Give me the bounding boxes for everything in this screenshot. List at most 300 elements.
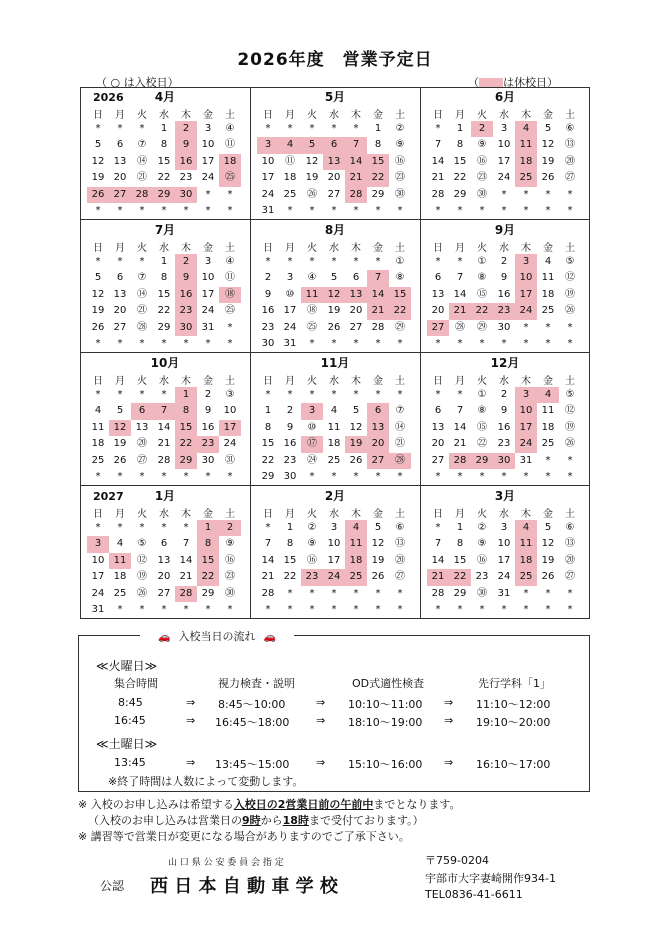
time-cell: 15:10～16:00 <box>348 758 423 771</box>
day-cell: 28 <box>345 187 367 203</box>
day-cell: 28 <box>431 188 445 200</box>
day-cell: * <box>331 204 337 216</box>
day-cell: * <box>545 188 551 200</box>
day-cell: 5 <box>352 405 360 417</box>
day-cell: ㉕ <box>219 170 241 186</box>
month-calendar <box>423 88 587 219</box>
day-cell: * <box>523 188 529 200</box>
weekday-label: 日 <box>93 376 103 387</box>
day-cell: ⑦ <box>137 139 147 151</box>
day-cell: 15 <box>453 554 467 566</box>
month-title: 4月 <box>154 90 176 104</box>
day-cell: 2 <box>286 405 294 417</box>
day-cell: 3 <box>515 387 537 403</box>
day-cell: ⑬ <box>395 538 405 550</box>
day-cell: 6 <box>434 272 442 284</box>
car-icon: 🚗 <box>263 632 276 643</box>
day-cell: * <box>435 470 441 482</box>
day-cell: ⑥ <box>395 522 405 533</box>
day-cell: 28 <box>431 587 445 599</box>
day-cell: 28 <box>261 587 275 599</box>
day-cell: 6 <box>116 272 124 284</box>
day-cell: * <box>457 256 463 267</box>
day-cell: ⑨ <box>477 139 487 151</box>
day-cell: 24 <box>201 305 215 317</box>
day-cell: * <box>117 256 123 267</box>
day-cell: 4 <box>345 520 367 536</box>
day-cell: 15 <box>367 154 389 170</box>
day-cell: ④ <box>307 272 317 284</box>
weekday-label: 金 <box>543 509 553 520</box>
day-cell: 29 <box>453 587 467 599</box>
weekday-label: 木 <box>181 376 191 387</box>
day-cell: * <box>545 587 551 599</box>
day-cell: 22 <box>471 303 493 319</box>
day-cell: 21 <box>179 571 193 583</box>
day-cell: 6 <box>116 139 124 151</box>
day-cell: 18 <box>327 438 341 450</box>
day-cell: 4 <box>94 405 102 417</box>
day-cell: 25 <box>345 569 367 585</box>
day-cell: 7 <box>345 137 367 153</box>
day-cell: 24 <box>515 436 537 452</box>
day-cell: 31 <box>201 321 215 333</box>
day-cell: 14 <box>367 287 389 303</box>
day-cell: 23 <box>475 571 489 583</box>
day-cell: ⑩ <box>307 421 317 433</box>
day-cell: 3 <box>87 536 109 552</box>
day-cell: 23 <box>493 303 515 319</box>
day-cell: ㉑ <box>137 305 147 317</box>
arrow: ⇒ <box>186 696 196 709</box>
arrow: ⇒ <box>444 714 454 727</box>
day-cell: * <box>227 603 233 615</box>
weekday-label: 月 <box>455 243 465 254</box>
day-cell: * <box>479 337 485 349</box>
day-cell: 27 <box>109 187 131 203</box>
day-cell: 2 <box>175 121 197 137</box>
page-title: 2026年度 営業予定日 <box>237 50 433 70</box>
day-cell: 14 <box>431 554 445 566</box>
weekday-label: 水 <box>329 243 339 254</box>
weekday-label: 土 <box>565 376 575 387</box>
day-cell: 11 <box>541 405 555 417</box>
day-cell: * <box>567 603 573 615</box>
day-cell: 3 <box>286 272 294 284</box>
day-cell: ⑳ <box>137 438 147 450</box>
day-cell: * <box>205 204 211 216</box>
day-cell: ㉔ <box>307 454 317 466</box>
weekday-label: 月 <box>455 509 465 520</box>
weekday-label: 木 <box>351 243 361 254</box>
day-cell: 22 <box>367 170 389 186</box>
month-title: 5月 <box>324 90 346 104</box>
weekday-header <box>427 106 581 121</box>
day-cell: 14 <box>345 154 367 170</box>
time-cell: 16:45 <box>114 714 146 727</box>
day-cell: * <box>353 470 359 482</box>
day-cell: 5 <box>544 522 552 533</box>
day-cell: 25 <box>91 454 105 466</box>
day-cell: 20 <box>327 172 341 184</box>
day-cell: ㉕ <box>307 321 317 333</box>
day-cell: 14 <box>453 288 467 300</box>
day-cell: 23 <box>261 321 275 333</box>
day-cell: 2 <box>500 389 508 400</box>
day-cell: * <box>375 204 381 216</box>
day-cell: 18 <box>113 571 127 583</box>
day-cell: 10 <box>497 538 511 550</box>
day-cell: 19 <box>113 438 127 450</box>
day-cell: 9 <box>204 405 212 417</box>
day-cell: 15 <box>389 287 411 303</box>
day-cell: * <box>309 204 315 216</box>
day-cell: 4 <box>544 256 552 267</box>
day-cell: 5 <box>330 272 338 284</box>
day-cell: 15 <box>283 554 297 566</box>
day-cell: * <box>397 587 403 599</box>
day-cell: 3 <box>515 254 537 270</box>
day-cell: ⑥ <box>565 123 575 134</box>
weekday-label: 木 <box>351 376 361 387</box>
day-cell: 1 <box>456 123 464 134</box>
month-title: 8月 <box>324 223 346 237</box>
day-cell: 26 <box>541 172 555 184</box>
day-cell: * <box>375 603 381 615</box>
day-cell: ④ <box>225 256 235 267</box>
day-cell: 16 <box>175 287 197 303</box>
weekday-label: 日 <box>93 243 103 254</box>
day-cell: ⑨ <box>307 538 317 550</box>
weekday-label: 金 <box>373 509 383 520</box>
day-cell: ㉓ <box>477 172 487 184</box>
day-cell: ⑪ <box>225 139 235 151</box>
day-cell: ⑳ <box>395 554 405 566</box>
day-cell: * <box>353 123 359 134</box>
weekday-label: 火 <box>307 376 317 387</box>
day-cell: * <box>353 256 359 267</box>
day-cell: 22 <box>157 305 171 317</box>
day-cell: * <box>139 470 145 482</box>
day-cell: 5 <box>301 137 323 153</box>
day-cell: ⑬ <box>565 139 575 151</box>
saturday-heading: ≪土曜日≫ <box>96 737 158 751</box>
day-cell: * <box>545 470 551 482</box>
day-cell: ㉘ <box>389 453 411 469</box>
day-cell: 7 <box>456 272 464 284</box>
day-cell: 24 <box>497 571 511 583</box>
day-cell: 10 <box>515 403 537 419</box>
notes <box>78 797 461 845</box>
weekday-label: 土 <box>395 110 405 121</box>
day-cell: * <box>331 470 337 482</box>
day-cell: 28 <box>371 321 385 333</box>
day-cell: * <box>205 337 211 349</box>
day-cell: 1 <box>456 522 464 533</box>
month-title: 1月 <box>154 489 176 503</box>
day-cell: * <box>523 337 529 349</box>
day-cell: 18 <box>515 154 537 170</box>
weekday-label: 火 <box>307 243 317 254</box>
day-cell: ⑦ <box>395 405 405 417</box>
day-cell: ⑨ <box>395 139 405 151</box>
day-cell: 16 <box>175 154 197 170</box>
day-cell: 4 <box>515 520 537 536</box>
day-cell: 25 <box>327 454 341 466</box>
month-calendar <box>423 354 587 485</box>
day-cell: * <box>501 204 507 216</box>
day-cell: ㉑ <box>137 172 147 184</box>
weekday-header <box>257 372 411 387</box>
day-cell: 8 <box>160 139 168 151</box>
day-cell: ㉚ <box>477 587 487 599</box>
weekday-label: 火 <box>477 376 487 387</box>
day-cell: ㉘ <box>137 321 147 333</box>
day-cell: 11 <box>345 536 367 552</box>
day-cell: 15 <box>261 438 275 450</box>
day-cell: * <box>139 337 145 349</box>
weekday-header <box>427 372 581 387</box>
weekday-label: 月 <box>285 243 295 254</box>
weekday-header <box>257 239 411 254</box>
day-cell: 8 <box>160 272 168 284</box>
day-grid <box>257 520 411 618</box>
day-cell: * <box>287 204 293 216</box>
day-cell: 29 <box>175 453 197 469</box>
day-cell: 19 <box>345 436 367 452</box>
day-cell: 17 <box>497 554 511 566</box>
day-cell: 7 <box>182 538 190 550</box>
day-cell: * <box>435 522 441 533</box>
day-cell: 4 <box>515 121 537 137</box>
day-cell: 6 <box>323 137 345 153</box>
day-cell: * <box>331 603 337 615</box>
day-cell: * <box>309 123 315 134</box>
day-cell: 16 <box>497 421 511 433</box>
month-title: 9月 <box>494 223 516 237</box>
weekday-label: 月 <box>285 376 295 387</box>
day-cell: * <box>139 123 145 134</box>
day-cell: 24 <box>323 569 345 585</box>
day-cell: 24 <box>497 172 511 184</box>
day-cell: 6 <box>367 403 389 419</box>
day-cell: 11 <box>301 287 323 303</box>
day-cell: 15 <box>453 155 467 167</box>
day-cell: * <box>545 337 551 349</box>
day-cell: * <box>309 337 315 349</box>
time-cell: 19:10～20:00 <box>476 716 551 729</box>
day-cell: 9 <box>175 270 197 286</box>
day-cell: ⑪ <box>285 155 295 167</box>
day-cell: 3 <box>301 403 323 419</box>
day-cell: 25 <box>515 569 537 585</box>
month-title: 3月 <box>494 489 516 503</box>
day-cell: ⑳ <box>565 155 575 167</box>
day-cell: * <box>397 603 403 615</box>
day-cell: * <box>523 603 529 615</box>
day-cell: 31 <box>261 204 275 216</box>
day-cell: 1 <box>374 123 382 134</box>
day-cell: * <box>375 256 381 267</box>
day-cell: 2 <box>219 520 241 536</box>
day-cell: ㉚ <box>477 188 487 200</box>
day-cell: 13 <box>157 554 171 566</box>
day-cell: 18 <box>283 172 297 184</box>
weekday-label: 土 <box>225 243 235 254</box>
day-cell: * <box>545 603 551 615</box>
day-cell: 24 <box>91 587 105 599</box>
day-cell: 15 <box>157 155 171 167</box>
day-cell: 30 <box>493 453 515 469</box>
day-cell: * <box>117 389 123 400</box>
day-cell: 20 <box>113 172 127 184</box>
day-cell: * <box>95 337 101 349</box>
time-cell: 18:10～19:00 <box>348 716 423 729</box>
weekday-label: 火 <box>137 110 147 121</box>
day-cell: 31 <box>497 587 511 599</box>
day-cell: 7 <box>367 270 389 286</box>
header-meet-time: 集合時間 <box>114 677 158 690</box>
day-cell: ⑯ <box>225 554 235 566</box>
weekday-label: 金 <box>203 243 213 254</box>
day-cell: 20 <box>349 305 363 317</box>
tuesday-heading: ≪火曜日≫ <box>96 659 158 673</box>
day-cell: * <box>457 389 463 400</box>
day-cell: 18 <box>515 553 537 569</box>
day-cell: * <box>523 204 529 216</box>
day-cell: 8 <box>264 421 272 433</box>
day-cell: * <box>183 522 189 533</box>
day-cell: 21 <box>261 571 275 583</box>
weekday-label: 日 <box>263 243 273 254</box>
legend-enrollment: （ ○ は入校日） <box>96 76 179 89</box>
time-cell: 10:10～11:00 <box>348 698 423 711</box>
day-cell: 25 <box>541 438 555 450</box>
flow-note: ※終了時間は人数によって変動します。 <box>108 775 304 788</box>
weekday-label: 火 <box>137 509 147 520</box>
day-cell: ㉖ <box>565 305 575 317</box>
day-cell: ㉗ <box>565 172 575 184</box>
day-cell: * <box>265 123 271 134</box>
day-cell: ㉘ <box>455 321 465 333</box>
day-cell: * <box>117 603 123 615</box>
day-cell: * <box>95 522 101 533</box>
day-cell: 24 <box>223 438 237 450</box>
day-cell: 12 <box>305 155 319 167</box>
day-cell: ⑫ <box>565 272 575 284</box>
weekday-label: 火 <box>307 110 317 121</box>
weekday-label: 火 <box>137 243 147 254</box>
day-cell: ⑲ <box>565 421 575 433</box>
day-cell: 26 <box>113 454 127 466</box>
day-cell: 19 <box>541 554 555 566</box>
day-cell: * <box>139 603 145 615</box>
weekday-label: 金 <box>203 509 213 520</box>
day-cell: 18 <box>541 288 555 300</box>
weekday-label: 水 <box>159 243 169 254</box>
weekday-label: 水 <box>159 509 169 520</box>
day-cell: 27 <box>349 321 363 333</box>
day-cell: 6 <box>352 272 360 284</box>
day-cell: 23 <box>497 438 511 450</box>
day-cell: 29 <box>371 188 385 200</box>
day-cell: 2 <box>264 272 272 284</box>
day-cell: 17 <box>515 287 537 303</box>
day-cell: 14 <box>453 421 467 433</box>
day-cell: * <box>567 204 573 216</box>
day-cell: ⑱ <box>307 305 317 317</box>
day-cell: 18 <box>345 553 367 569</box>
day-cell: 22 <box>157 172 171 184</box>
header-lecture: 先行学科「1」 <box>478 677 551 690</box>
day-cell: 8 <box>286 538 294 550</box>
day-cell: 26 <box>91 321 105 333</box>
day-cell: ⑭ <box>395 421 405 433</box>
note-reception-hours: （入校のお申し込みは営業日の9時から18時まで受付ております。） <box>88 814 424 827</box>
arrow: ⇒ <box>444 756 454 769</box>
day-cell: 26 <box>371 571 385 583</box>
day-cell: 1 <box>160 123 168 134</box>
day-cell: 17 <box>91 571 105 583</box>
day-cell: ⑫ <box>565 405 575 417</box>
day-cell: * <box>501 603 507 615</box>
day-cell: 17 <box>201 155 215 167</box>
day-cell: 9 <box>264 288 272 300</box>
day-cell: 9 <box>286 421 294 433</box>
day-cell: 13 <box>367 420 389 436</box>
day-cell: * <box>161 522 167 533</box>
day-cell: 5 <box>116 405 124 417</box>
day-cell: * <box>183 603 189 615</box>
weekday-label: 土 <box>395 509 405 520</box>
day-cell: 16 <box>261 305 275 317</box>
day-cell: 25 <box>515 170 537 186</box>
day-cell: 21 <box>367 303 389 319</box>
day-cell: 12 <box>349 421 363 433</box>
day-cell: ㉖ <box>565 438 575 450</box>
day-cell: 15 <box>175 420 197 436</box>
month-calendar <box>253 88 417 219</box>
arrow: ⇒ <box>186 714 196 727</box>
day-cell: 23 <box>301 569 323 585</box>
day-cell: 4 <box>116 538 124 550</box>
weekday-label: 水 <box>329 376 339 387</box>
weekday-label: 金 <box>373 243 383 254</box>
day-cell: ⑰ <box>301 436 323 452</box>
day-cell: ㉗ <box>565 571 575 583</box>
weekday-header <box>87 372 241 387</box>
day-cell: 16 <box>497 288 511 300</box>
day-cell: 31 <box>283 337 297 349</box>
day-cell: 6 <box>160 538 168 550</box>
day-cell: 2 <box>500 256 508 267</box>
day-cell: 21 <box>157 438 171 450</box>
day-cell: 11 <box>515 137 537 153</box>
day-cell: ⑲ <box>565 288 575 300</box>
weekday-label: 月 <box>115 243 125 254</box>
day-cell: 26 <box>87 187 109 203</box>
day-cell: 25 <box>283 188 297 200</box>
day-cell: ㉕ <box>225 305 235 317</box>
day-cell: 5 <box>94 272 102 284</box>
day-cell: * <box>309 256 315 267</box>
day-cell: 13 <box>113 288 127 300</box>
month-title: 10月 <box>150 356 180 370</box>
day-cell: 11 <box>541 272 555 284</box>
weekday-label: 火 <box>307 509 317 520</box>
day-cell: * <box>523 470 529 482</box>
day-cell: 7 <box>434 538 442 550</box>
